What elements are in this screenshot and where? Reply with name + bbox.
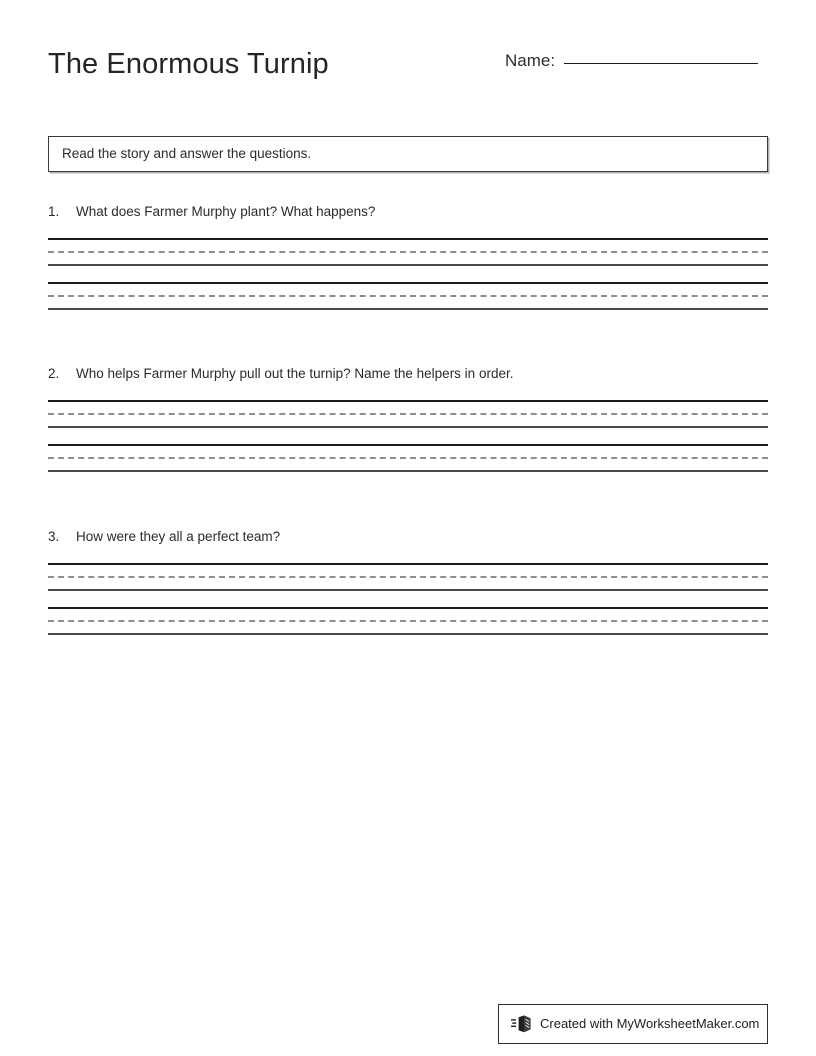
myworksheetmaker-logo-icon <box>511 1014 533 1034</box>
line-solid-top <box>48 282 768 284</box>
name-input-rule[interactable] <box>564 63 758 64</box>
line-dashed-mid <box>48 413 768 415</box>
line-solid-bottom <box>48 426 768 428</box>
line-dashed-mid <box>48 251 768 253</box>
answer-lines-3[interactable] <box>48 563 768 635</box>
line-solid-top <box>48 563 768 565</box>
line-solid-bottom <box>48 264 768 266</box>
line-solid-top <box>48 238 768 240</box>
handwriting-line-group[interactable] <box>48 400 768 428</box>
question-number: 1. <box>48 204 60 219</box>
line-solid-bottom <box>48 589 768 591</box>
question-row <box>48 202 768 224</box>
page-title: The Enormous Turnip <box>48 48 329 80</box>
handwriting-line-group[interactable] <box>48 444 768 472</box>
footer-attribution-text: Created with MyWorksheetMaker.com <box>540 1016 760 1031</box>
handwriting-line-group[interactable] <box>48 238 768 266</box>
question-text: Who helps Farmer Murphy pull out the turnip? Name the helpers in order. <box>76 366 514 381</box>
question-text: How were they all a perfect team? <box>76 529 281 544</box>
worksheet-header <box>48 44 768 96</box>
line-solid-bottom <box>48 308 768 310</box>
line-dashed-mid <box>48 295 768 297</box>
handwriting-line-group[interactable] <box>48 563 768 591</box>
answer-lines-1[interactable] <box>48 238 768 310</box>
instruction-text: Read the story and answer the questions. <box>62 146 312 161</box>
question-block-2 <box>48 364 768 472</box>
question-row <box>48 527 768 549</box>
line-solid-bottom <box>48 470 768 472</box>
answer-lines-2[interactable] <box>48 400 768 472</box>
line-solid-top <box>48 607 768 609</box>
line-dashed-mid <box>48 457 768 459</box>
footer-attribution-badge[interactable] <box>498 1004 768 1044</box>
instruction-box <box>48 136 768 172</box>
name-label: Name: <box>505 51 556 70</box>
question-block-3 <box>48 527 768 635</box>
line-solid-top <box>48 400 768 402</box>
question-row <box>48 364 768 386</box>
question-text: What does Farmer Murphy plant? What happens? <box>76 204 376 219</box>
question-number: 2. <box>48 366 60 381</box>
handwriting-line-group[interactable] <box>48 282 768 310</box>
line-dashed-mid <box>48 576 768 578</box>
name-field-group <box>505 50 758 72</box>
question-block-1 <box>48 202 768 310</box>
line-dashed-mid <box>48 620 768 622</box>
question-number: 3. <box>48 529 60 544</box>
line-solid-top <box>48 444 768 446</box>
line-solid-bottom <box>48 633 768 635</box>
handwriting-line-group[interactable] <box>48 607 768 635</box>
